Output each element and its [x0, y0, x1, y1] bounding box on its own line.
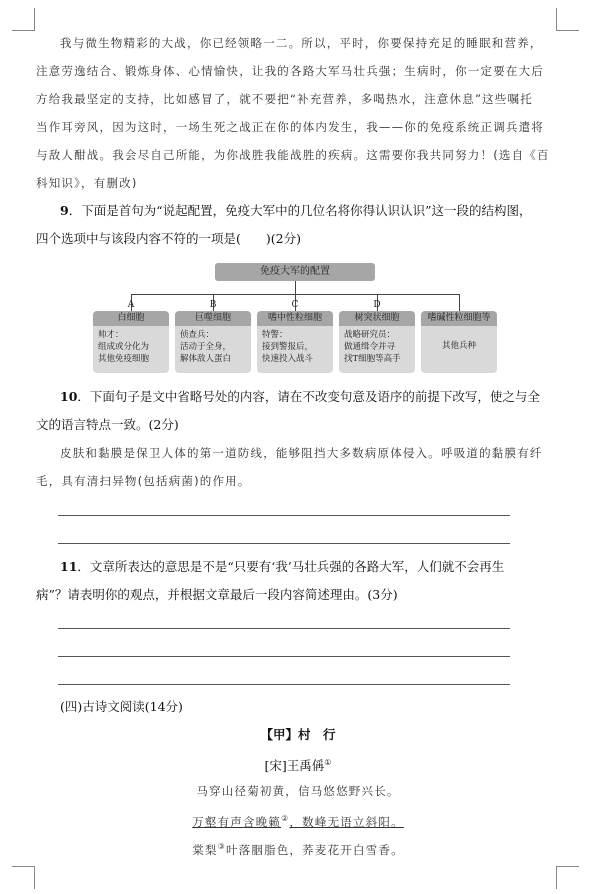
box-text: 组成或分化为: [98, 342, 150, 352]
question-number: 11: [60, 559, 78, 574]
poem-line: 马穿山径菊初黄，信马悠悠野兴长。: [196, 784, 400, 798]
option-letter: C: [291, 300, 299, 310]
box-heading: 巨噬细胞: [175, 311, 251, 326]
diagram-box: [175, 311, 251, 373]
poem-text: 叶落胭脂色，荞麦花开白雪香。: [225, 842, 404, 857]
option-letter: A: [127, 300, 135, 310]
box-heading: 白细胞: [93, 311, 169, 326]
question-text: 文的语言特点一致。(2分): [36, 417, 179, 432]
crop-mark-bottom-right: [556, 866, 579, 889]
immune-structure-diagram: [93, 263, 498, 375]
answer-line: [58, 628, 510, 629]
passage-line: 我与微生物精彩的大战，你已经领略一二。所以，平时，你要保持充足的睡眠和营养，: [60, 36, 543, 50]
box-text: 快速投入战斗: [262, 354, 314, 364]
poem-line: [0, 833, 596, 864]
diagram-box: [257, 311, 333, 373]
diagram-title: 免疫大军的配置: [215, 263, 375, 281]
poem-line: [0, 805, 596, 836]
question-text: 四个选项中与该段内容不符的一项是( )(2分): [36, 231, 301, 246]
passage-line: 与敌人酣战。我会尽自己所能，为你战胜我能战胜的疾病。这需要你我共同努力！(选自《百: [36, 148, 550, 162]
box-text: 做通缉令并寻: [344, 342, 396, 352]
diagram-box: [93, 311, 169, 373]
quoted-sentence: 皮肤和黏膜是保卫人体的第一道防线，能够阻挡大多数病原体侵入。呼吸道的黏膜有纤: [60, 446, 543, 460]
box-text: 接到警报后，: [262, 342, 314, 352]
footnote-marker: ③: [217, 842, 226, 851]
poem-title: 【甲】村 行: [260, 727, 336, 742]
option-letter: B: [209, 300, 217, 310]
diagram-connector: [459, 294, 460, 311]
poem-text: 棠梨: [192, 842, 218, 857]
passage-ending: [36, 29, 556, 197]
question-text: ．文章所表达的意思是不是“只要有‘我’马壮兵强的各路大军，人们就不会再生: [77, 559, 505, 574]
underlined-phrase: ，数峰无语立斜阳。: [289, 814, 404, 829]
box-text: 帅才：: [98, 330, 124, 340]
answer-line: [58, 684, 510, 685]
box-text: 特警：: [262, 330, 288, 340]
question-9: [36, 197, 556, 253]
passage-line: 注意劳逸结合、锻炼身体、心情愉快，让我的各路大军马壮兵强；生病时，你一定要在大后: [36, 64, 544, 78]
answer-line: [58, 515, 510, 516]
quoted-sentence: 毛，具有清扫异物(包括病菌)的作用。: [36, 474, 251, 488]
box-text: 其他免疫细胞: [98, 354, 150, 364]
box-text: 其他兵种: [441, 341, 476, 351]
question-number: 10: [60, 389, 78, 404]
box-text: 解体敌人蛋白: [180, 354, 232, 364]
poem-author: [0, 749, 596, 780]
crop-mark-bottom-left: [12, 866, 35, 889]
question-text: ．下面是首句为“说起配置，免疫大军中的几位名将你得认识认识”这一段的结构图，: [68, 203, 532, 218]
section-heading: (四)古诗文阅读(14分): [60, 699, 183, 714]
underlined-phrase: 万壑有声含晚籁: [192, 814, 282, 829]
question-11: [36, 553, 556, 609]
question-10: [36, 383, 556, 439]
diagram-connector: [295, 281, 296, 294]
diagram-box: [339, 311, 415, 373]
answer-line: [58, 656, 510, 657]
poem-author-name: [宋]王禹偁: [264, 758, 325, 774]
box-text: 侦查兵：: [180, 330, 215, 340]
box-text: 活动于全身，: [180, 342, 232, 352]
answer-line: [58, 543, 510, 544]
diagram-box: [421, 311, 497, 373]
passage-source: 科知识》，有删改): [36, 176, 138, 190]
question-text: 病”？请表明你的观点，并根据文章最后一段内容简述理由。(3分): [36, 587, 398, 602]
box-heading: 嗜中性粒细胞: [257, 311, 333, 326]
box-text: 找T细胞等高手: [344, 354, 401, 364]
crop-mark-top-left: [12, 8, 35, 31]
footnote-marker: ②: [281, 814, 290, 823]
crop-mark-top-right: [556, 8, 579, 31]
passage-line: 方给我最坚定的支持，比如感冒了，就不要把“补充营养，多喝热水，注意休息”这些嘱托: [36, 92, 533, 106]
question-number: 9: [60, 203, 69, 218]
option-letter: D: [373, 300, 381, 310]
question-10-quote: [36, 439, 556, 495]
footnote-marker: ①: [324, 758, 332, 767]
box-text: 战略研究员：: [344, 330, 396, 340]
box-heading: 嗜碱性粒细胞等: [421, 311, 497, 326]
question-text: ．下面句子是文中省略号处的内容，请在不改变句意及语序的前提下改写，使之与全: [77, 389, 540, 404]
box-heading: 树突状细胞: [339, 311, 415, 326]
passage-line: 当作耳旁风，因为这时，一场生死之战正在你的体内发生，我——你的免疫系统正调兵遣将: [36, 120, 544, 134]
